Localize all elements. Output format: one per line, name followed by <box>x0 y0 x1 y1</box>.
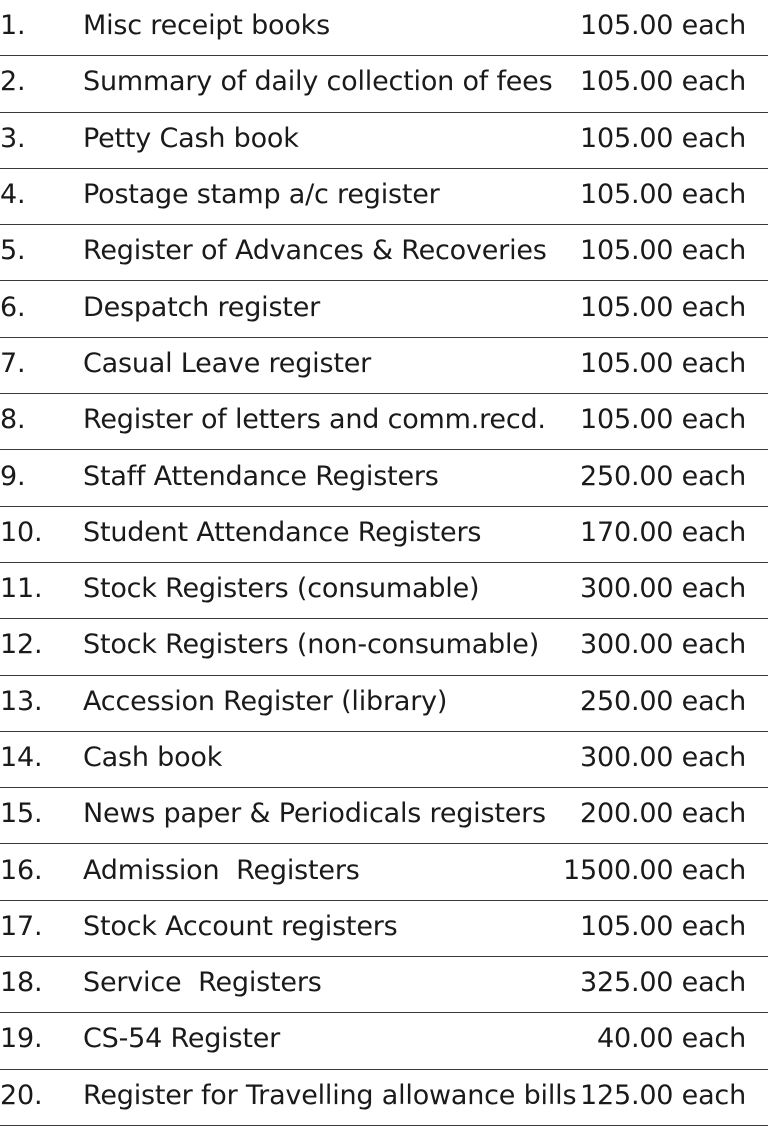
list-item <box>0 676 768 732</box>
item-name: Staff Attendance Registers <box>83 460 439 492</box>
item-number: 19. <box>0 1023 43 1055</box>
list-item <box>0 338 768 394</box>
item-name: Cash book <box>83 742 223 773</box>
item-name: Postage stamp a/c register <box>83 179 440 211</box>
item-price: 105.00 each <box>580 347 746 379</box>
item-price: 125.00 each <box>580 1079 746 1111</box>
list-item <box>0 844 768 900</box>
list-item <box>0 225 768 281</box>
list-item <box>0 788 768 844</box>
list-item <box>0 957 768 1013</box>
item-price: 105.00 each <box>580 291 746 323</box>
item-price: 1500.00 each <box>563 854 746 886</box>
item-number: 7. <box>0 347 26 379</box>
item-price: 300.00 each <box>580 742 746 773</box>
list-item <box>0 619 768 675</box>
list-item <box>0 281 768 337</box>
item-price: 105.00 each <box>580 179 746 211</box>
item-name: Summary of daily collection of fees <box>83 66 553 98</box>
item-price: 105.00 each <box>580 10 746 42</box>
item-name: Casual Leave register <box>83 347 372 379</box>
item-number: 16. <box>0 854 43 886</box>
list-item <box>0 394 768 450</box>
item-price: 40.00 each <box>597 1023 746 1055</box>
item-name: Accession Register (library) <box>83 685 448 717</box>
item-name: Student Attendance Registers <box>83 516 482 548</box>
item-number: 20. <box>0 1079 43 1111</box>
item-number: 15. <box>0 798 43 830</box>
item-price: 105.00 each <box>580 910 746 942</box>
item-name: Misc receipt books <box>83 10 330 42</box>
list-item <box>0 169 768 225</box>
item-price: 325.00 each <box>580 967 746 999</box>
item-name: Stock Account registers <box>83 910 398 942</box>
item-name: News paper & Periodicals registers <box>83 798 546 830</box>
item-name: Register of letters and comm.recd. <box>83 404 546 436</box>
item-name: Service Registers <box>83 967 322 999</box>
item-number: 4. <box>0 179 26 211</box>
item-number: 2. <box>0 66 26 98</box>
item-number: 10. <box>0 516 43 548</box>
list-item <box>0 113 768 169</box>
item-number: 14. <box>0 742 43 773</box>
item-number: 17. <box>0 910 43 942</box>
item-price: 105.00 each <box>580 404 746 436</box>
item-price: 105.00 each <box>580 122 746 154</box>
list-item <box>0 0 768 56</box>
item-number: 11. <box>0 573 43 605</box>
item-name: Stock Registers (non-consumable) <box>83 629 540 661</box>
list-item <box>0 56 768 112</box>
item-number: 5. <box>0 235 26 267</box>
item-number: 3. <box>0 122 26 154</box>
item-name: Register for Travelling allowance bills <box>83 1079 577 1111</box>
item-price: 170.00 each <box>580 516 746 548</box>
item-name: Stock Registers (consumable) <box>83 573 480 605</box>
item-name: Register of Advances & Recoveries <box>83 235 547 267</box>
list-item <box>0 1013 768 1069</box>
item-name: Admission Registers <box>83 854 360 886</box>
item-number: 6. <box>0 291 26 323</box>
item-price: 105.00 each <box>580 66 746 98</box>
list-item <box>0 450 768 506</box>
item-price: 250.00 each <box>580 685 746 717</box>
list-item <box>0 1070 768 1126</box>
list-item <box>0 732 768 788</box>
list-item <box>0 901 768 957</box>
item-number: 9. <box>0 460 26 492</box>
list-item <box>0 563 768 619</box>
item-number: 1. <box>0 10 26 42</box>
item-number: 18. <box>0 967 43 999</box>
item-price: 300.00 each <box>580 573 746 605</box>
list-item <box>0 507 768 563</box>
item-number: 13. <box>0 685 43 717</box>
item-price: 105.00 each <box>580 235 746 267</box>
item-name: CS-54 Register <box>83 1023 281 1055</box>
item-name: Petty Cash book <box>83 122 299 154</box>
item-name: Despatch register <box>83 291 321 323</box>
item-number: 8. <box>0 404 26 436</box>
item-price: 300.00 each <box>580 629 746 661</box>
item-price: 250.00 each <box>580 460 746 492</box>
item-price: 200.00 each <box>580 798 746 830</box>
item-number: 12. <box>0 629 43 661</box>
